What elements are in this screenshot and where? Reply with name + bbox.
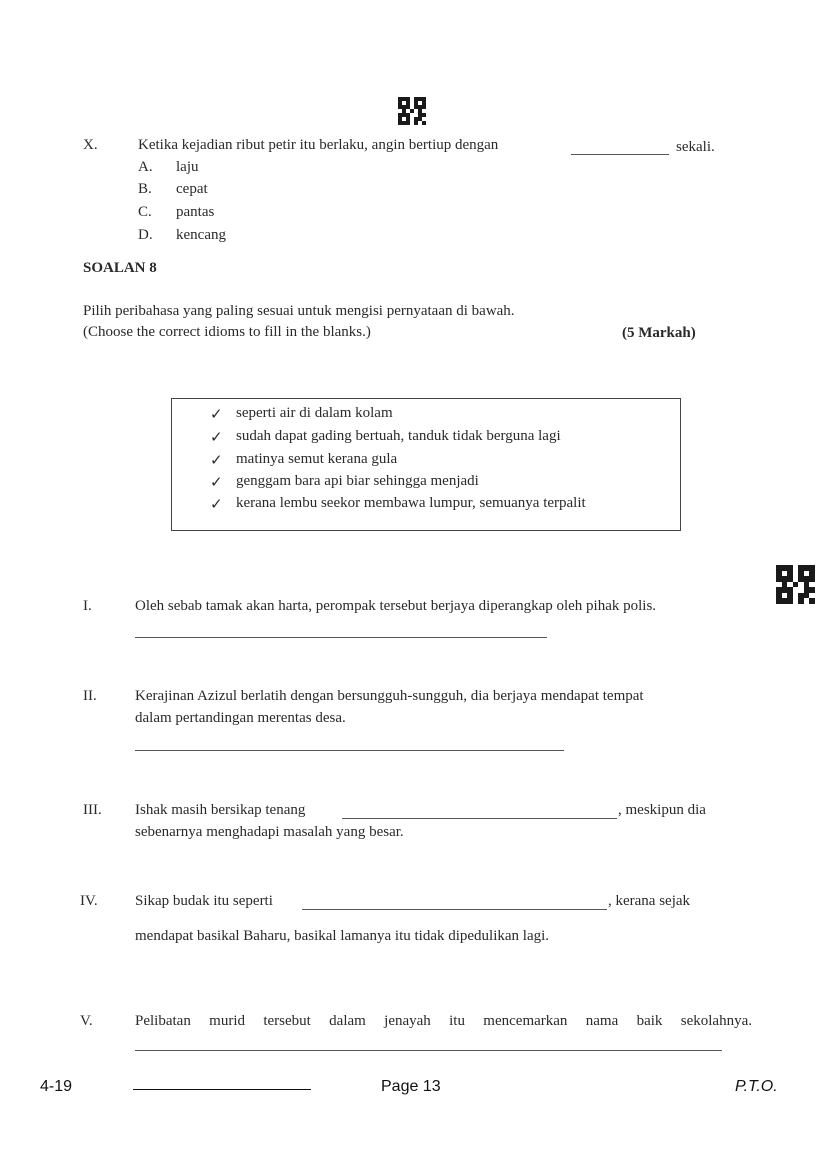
idioms-box [171,398,681,531]
question-2-answer-line[interactable] [135,750,564,751]
question-5-number: V. [80,1013,93,1029]
check-icon: ✓ [210,497,223,513]
question-3-blank[interactable] [342,818,617,819]
section-instruction-en: (Choose the correct idioms to fill in the blanks.) [83,324,371,340]
question-1-number: I. [83,598,92,614]
qr-code-icon [398,97,426,125]
option-a-text: laju [176,159,199,175]
idiom-text: kerana lembu seekor membawa lumpur, semuanya terpalit [236,495,586,511]
question-2-number: II. [83,688,97,704]
idiom-text: seperti air di dalam kolam [236,405,393,421]
question-2-line1: Kerajinan Azizul berlatih dengan bersungguh-sungguh, dia berjaya mendapat tempat [135,688,644,704]
question-4-text-before: Sikap budak itu seperti [135,893,273,909]
question-5-text: Pelibatan murid tersebut dalam jenayah itu mencemarkan nama baik sekolahnya. [135,1013,752,1029]
footer-pto: P.T.O. [735,1078,778,1095]
question-x-text [138,137,498,154]
idiom-text: sudah dapat gading bertuah, tanduk tidak berguna lagi [236,428,561,444]
check-icon: ✓ [210,407,223,423]
idiom-text: genggam bara api biar sehingga menjadi [236,473,479,489]
question-4-line2: mendapat basikal Baharu, basikal lamanya itu tidak dipedulikan lagi. [135,928,550,944]
question-4-blank[interactable] [302,909,607,910]
section-heading: SOALAN 8 [83,260,157,276]
question-1-answer-line[interactable] [135,637,547,638]
question-2-line2: dalam pertandingan merentas desa. [135,710,346,726]
question-x-number: X. [83,137,98,153]
section-marks: (5 Markah) [622,325,696,341]
option-b-text: cepat [176,181,208,197]
footer-code: 4-19 [40,1078,73,1095]
question-x-text-after: sekali. [676,139,715,155]
footer-page-number: Page 13 [381,1078,441,1095]
option-d-text: kencang [176,227,226,243]
question-5-answer-line[interactable] [135,1050,722,1051]
check-icon: ✓ [210,430,223,446]
question-3-number: III. [83,802,102,818]
qr-code-icon [776,565,815,604]
question-4-text-after: , kerana sejak [608,893,691,909]
question-x-blank[interactable] [571,154,669,155]
question-3-line2: sebenarnya menghadapi masalah yang besar. [135,824,404,840]
footer-divider [133,1089,311,1090]
check-icon: ✓ [210,475,223,491]
option-c-letter: C. [138,204,152,220]
question-1-text: Oleh sebab tamak akan harta, perompak tersebut berjaya diperangkap oleh pihak polis. [135,598,657,614]
option-a-letter: A. [138,159,153,175]
option-c-text: pantas [176,204,215,220]
section-instruction: Pilih peribahasa yang paling sesuai untuk mengisi pernyataan di bawah. [83,303,515,319]
question-3-text-before: Ishak masih bersikap tenang [135,802,306,818]
question-3-text-after: , meskipun dia [618,802,706,818]
question-4-number: IV. [80,893,98,909]
option-d-letter: D. [138,227,153,243]
idiom-text: matinya semut kerana gula [236,451,398,467]
option-b-letter: B. [138,181,152,197]
check-icon: ✓ [210,453,223,469]
question-x-text-before: Ketika kejadian ribut petir itu berlaku, angin bertiup dengan [138,137,499,153]
